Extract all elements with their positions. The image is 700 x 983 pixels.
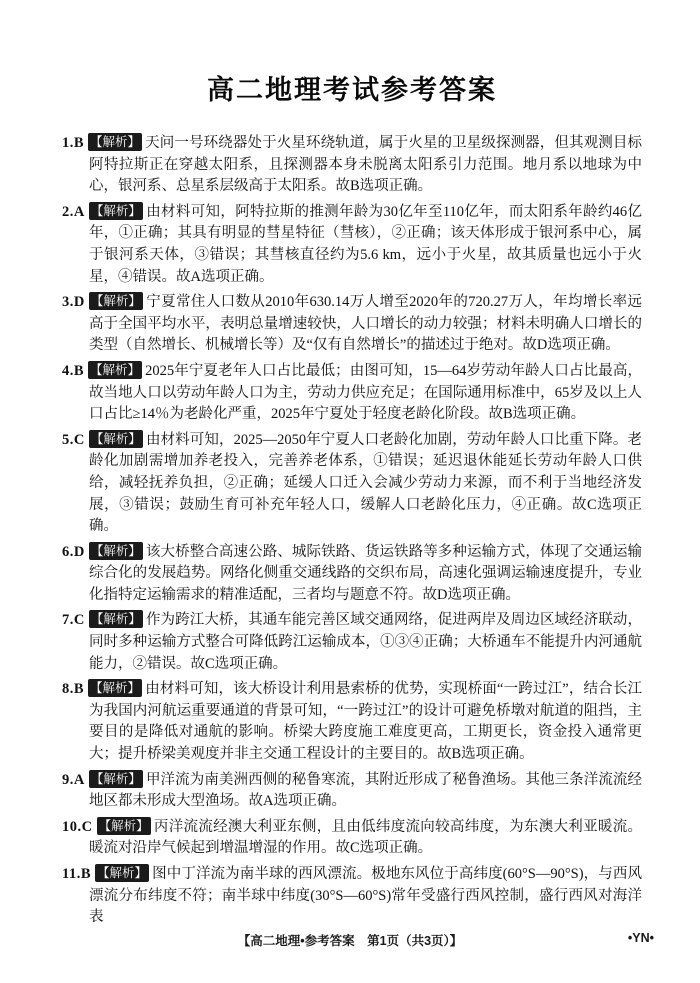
analysis-badge: 【解析】 — [97, 866, 148, 880]
page-footer — [0, 931, 700, 949]
answer-text: 2025年宁夏老年人口占比最低；由图可知，15—64岁劳动年龄人口占比最高，故当地人口以劳动年龄人口为主，劳动力供应充足；在国际通用标准中，65岁及以上人口占比≥14％为老龄化严重，2025年宁夏处于轻度老龄化阶段。故B选项正确。 — [89, 362, 642, 423]
analysis-badge: 【解析】 — [90, 431, 141, 446]
analysis-badge: 【解析】 — [90, 681, 141, 696]
answer-item — [62, 770, 642, 813]
footer-edition-mark: •YN• — [627, 931, 654, 945]
answer-number: 4.B — [62, 362, 85, 379]
answer-item — [62, 817, 642, 860]
answer-item — [62, 133, 642, 198]
answer-text: 作为跨江大桥，其通车能完善区域交通网络，促进两岸及周边区域经济联动，同时多种运输方式整合可降低跨江运输成本，①③④正确；大桥通车不能提升内河通航能力，②错误。故C选项正确。 — [89, 612, 642, 672]
answer-item — [62, 202, 642, 288]
answer-number: 10.C — [62, 818, 93, 835]
answer-text: 丙洋流流经澳大利亚东侧，且由低纬度流向较高纬度，为东澳大利亚暖流。暖流对沿岸气候起到增温增湿的作用。故C选项正确。 — [89, 818, 642, 857]
answer-item — [62, 610, 642, 675]
answer-text: 图中丁洋流为南半球的西风漂流。极地东风位于高纬度(60°S—90°S)，与西风漂流分布纬度不符；南半球中纬度(30°S—60°S)常年受盛行西风控制，盛行西风对海洋表 — [89, 866, 642, 926]
answer-text: 由材料可知，阿特拉斯的推测年龄为30亿年至110亿年，而太阳系年龄约46亿年，①正确；其具有明显的彗星特征（彗核），②正确；该天体形成于银河系中心，属于银河系天体，③错误；其彗核直径约为5.6 km，远小于火星，故其质量也远小于火星，④错误。故A选项正确。 — [89, 203, 642, 285]
answer-text: 该大桥整合高速公路、城际铁路、货运铁路等多种运输方式，体现了交通运输综合化的发展趋势。网络化侧重交通线路的交织布局，高速化强调运输速度提升，专业化指特定运输需求的精准适配，三者均与题意不符。故D选项正确。 — [89, 543, 642, 603]
answer-number: 11.B — [62, 866, 91, 882]
answer-item — [62, 292, 642, 357]
answer-number: 2.A — [62, 203, 85, 220]
answer-text: 宁夏常住人口数从2010年630.14万人增至2020年的720.27万人，年均增长率远高于全国平均水平，表明总量增速较快，人口增长的动力较强；材料未明确人口增长的类型（自然增长、机械增长等）及“仅有自然增长”的描述过于绝对。故D选项正确。 — [89, 294, 642, 354]
answer-item — [62, 679, 642, 765]
analysis-badge: 【解析】 — [98, 818, 149, 833]
answer-number: 3.D — [62, 294, 85, 311]
answer-number: 6.D — [62, 543, 85, 560]
footer-page-info: 【高二地理•参考答案 第1页（共3页）】 — [237, 934, 463, 948]
answer-number: 8.B — [62, 681, 85, 698]
answer-text: 由材料可知，2025—2050年宁夏人口老龄化加剧，劳动年龄人口比重下降。老龄化加剧需增加养老投入，完善养老体系，①错误；延迟退休能延长劳动年龄人口供给，减轻抚养负担，②正确；延缓人口迁入会减少劳动力来源，而不利于当地经济发展，③错误；鼓励生育可补充年轻人口，缓解人口老龄化压力，④正确。故C选项正确。 — [89, 431, 642, 535]
answer-list — [62, 133, 642, 929]
answer-item — [62, 542, 642, 607]
answer-item — [62, 864, 642, 929]
answer-number: 5.C — [62, 431, 85, 448]
analysis-badge: 【解析】 — [90, 294, 141, 309]
analysis-badge: 【解析】 — [90, 135, 141, 149]
analysis-badge: 【解析】 — [90, 543, 141, 558]
answer-text: 甲洋流为南美洲西侧的秘鲁寒流，其附近形成了秘鲁渔场。其他三条洋流流经地区都未形成大型渔场。故A选项正确。 — [89, 771, 642, 810]
analysis-badge: 【解析】 — [90, 612, 141, 627]
answer-number: 7.C — [62, 612, 85, 629]
answer-item — [62, 361, 642, 426]
analysis-badge: 【解析】 — [90, 203, 141, 218]
analysis-badge: 【解析】 — [90, 771, 141, 786]
answer-number: 1.B — [62, 135, 85, 151]
answer-item — [62, 430, 642, 538]
page-title: 高二地理考试参考答案 — [207, 75, 497, 105]
answer-number: 9.A — [62, 771, 85, 788]
analysis-badge: 【解析】 — [90, 362, 141, 377]
answer-text: 天问一号环绕器处于火星环绕轨道，属于火星的卫星级探测器，但其观测目标阿特拉斯正在穿越太阳系，且探测器本身未脱离太阳系引力范围。地月系以地球为中心，银河系、总星系层级高于太阳系。故B选项正确。 — [89, 135, 642, 195]
answer-text: 由材料可知，该大桥设计利用悬索桥的优势，实现桥面“一跨过江”，结合长江为我国内河航运重要通道的背景可知，“一跨过江”的设计可避免桥墩对航道的阻挡，主要目的是降低对通航的影响。桥梁大跨度施工难度更高，工期更长，资金投入通常更大；提升桥梁美观度并非主交通工程设计的主要目的。故B选项正确。 — [89, 681, 642, 763]
